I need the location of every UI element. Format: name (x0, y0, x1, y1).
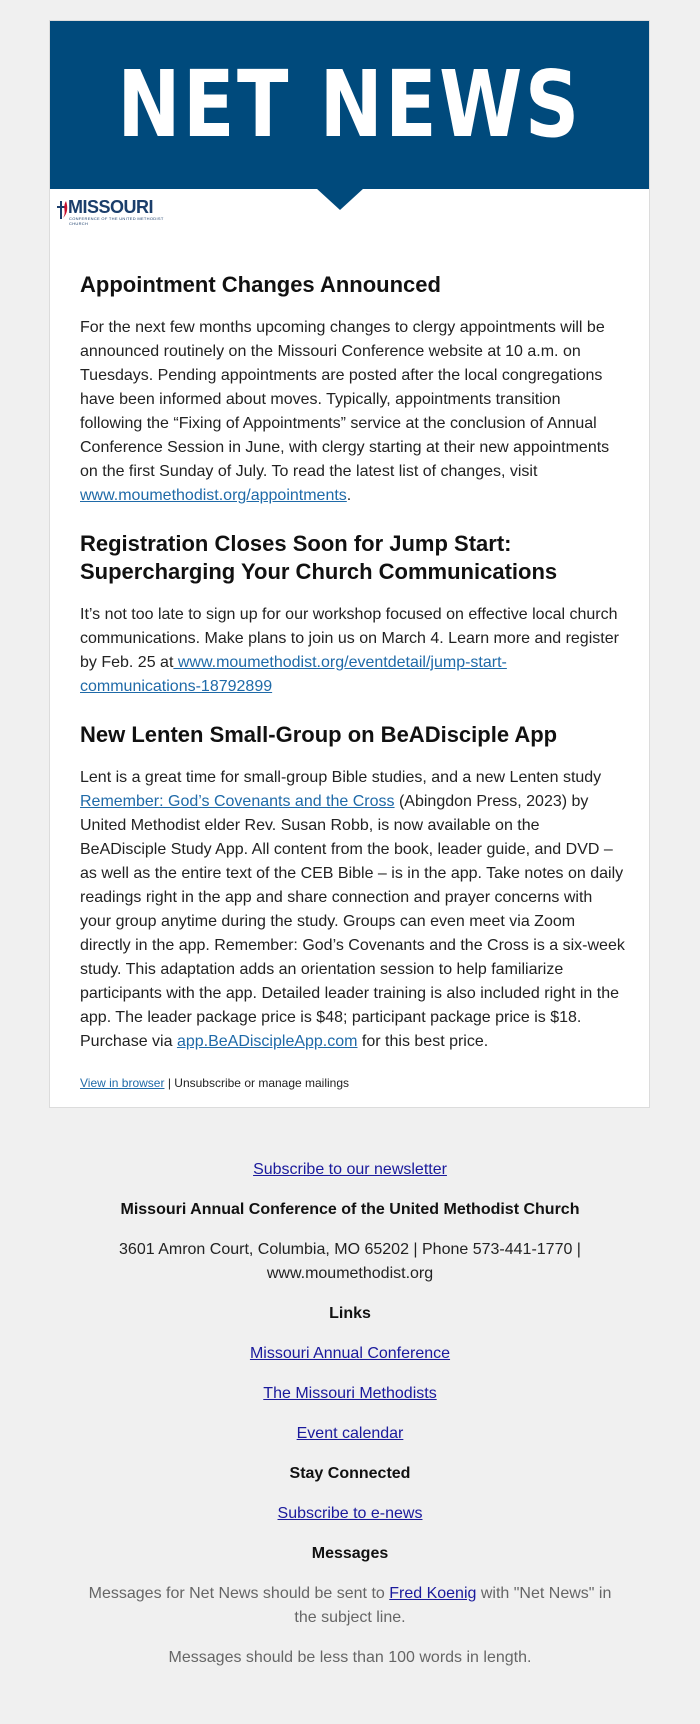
header-banner (50, 21, 649, 189)
subscribe-newsletter-link[interactable]: Subscribe to our newsletter (253, 1161, 447, 1178)
article-title: New Lenten Small-Group on BeADisciple App (80, 722, 558, 747)
missouri-methodists-link[interactable]: The Missouri Methodists (263, 1385, 437, 1402)
messages-length-note: Messages should be less than 100 words in length. (168, 1649, 532, 1666)
article-title: Appointment Changes Announced (80, 272, 441, 297)
logo-subtitle: CONFERENCE OF THE UNITED METHODIST CHURCH (69, 216, 164, 226)
article-title: Registration Closes Soon for Jump Start: Supercharging Your Church Communications (80, 531, 558, 584)
newsletter-title: NET NEWS (117, 51, 582, 158)
event-calendar-link[interactable]: Event calendar (296, 1425, 404, 1442)
beadisciple-app-link[interactable]: app.BeADiscipleApp.com (176, 1033, 358, 1050)
book-title-link[interactable]: Remember: God’s Covenants and the Cross (80, 793, 395, 810)
newsletter-card (49, 20, 650, 1108)
cross-flame-icon (56, 198, 68, 220)
jump-start-link[interactable]: www.moumethodist.org/eventdetail/jump-start-communications-18792899 (80, 654, 507, 695)
logo-wordmark: MISSOURI (68, 197, 154, 217)
missouri-conference-logo (56, 195, 176, 225)
appointments-link[interactable]: www.moumethodist.org/appointments (80, 487, 347, 504)
article-body: For the next few months upcoming changes to clergy appointments will be announced routinely on the Missouri Conference website at 10 a.m. on Tuesdays. Pending appointments are posted after the local congregations have been informed about moves. Typically, appointments transition following the “Fixing of Appointments” service at the conclusion of Annual Conference Session in June, with clergy starting at their new appointments on the first Sunday of July. To read the latest list of changes, visit www.moumethodist.org/appointments. (80, 319, 610, 504)
article-content (80, 271, 625, 1090)
outer-footer (0, 1158, 700, 1686)
article-body: It’s not too late to sign up for our workshop focused on effective local church communications. Make plans to join us on March 4. Learn more and register by Feb. 25 at www.moumethodist.org/eventdetail/jump-start-communications-18792899 (80, 606, 619, 695)
unsubscribe-link[interactable]: Unsubscribe or manage mailings (174, 1076, 350, 1090)
card-footer: View in browser | Unsubscribe or manage mailings (80, 1076, 350, 1090)
messages-heading: Messages (311, 1545, 389, 1562)
view-in-browser-link[interactable]: View in browser (80, 1076, 165, 1090)
subscribe-enews-link[interactable]: Subscribe to e-news (277, 1505, 423, 1522)
links-heading: Links (329, 1305, 371, 1322)
messages-instructions: Messages for Net News should be sent to Fred Koenig with "Net News" in the subject line. (88, 1585, 612, 1626)
banner-notch (316, 188, 364, 210)
article-body: Lent is a great time for small-group Bible studies, and a new Lenten study Remember: God’s Covenants and the Cross (Abingdon Press, 2023) by United Methodist elder Rev. Susan Robb, is now available on the BeADisciple Study App. All content from the book, leader guide, and DVD – as well as the entire text of the CEB Bible – is in the app. Take notes on daily readings right in the app and share connection and prayer concerns with your group anytime during the study. Groups can even meet via Zoom directly in the app. Remember: God’s Covenants and the Cross is a six-week study. This adaptation adds an orientation session to help familiarize participants with the app. Detailed leader training is also included right in the app. The leader package price is $48; participant package price is $18. Purchase via app.BeADiscipleApp.com for this best price. (80, 769, 625, 1050)
contact-address: 3601 Amron Court, Columbia, MO 65202 | Phone 573-441-1770 | www.moumethodist.org (119, 1241, 581, 1282)
stay-connected-heading: Stay Connected (289, 1465, 411, 1482)
organization-name: Missouri Annual Conference of the United Methodist Church (120, 1201, 580, 1218)
fred-koenig-link[interactable]: Fred Koenig (389, 1585, 477, 1602)
missouri-annual-conference-link[interactable]: Missouri Annual Conference (249, 1345, 451, 1362)
